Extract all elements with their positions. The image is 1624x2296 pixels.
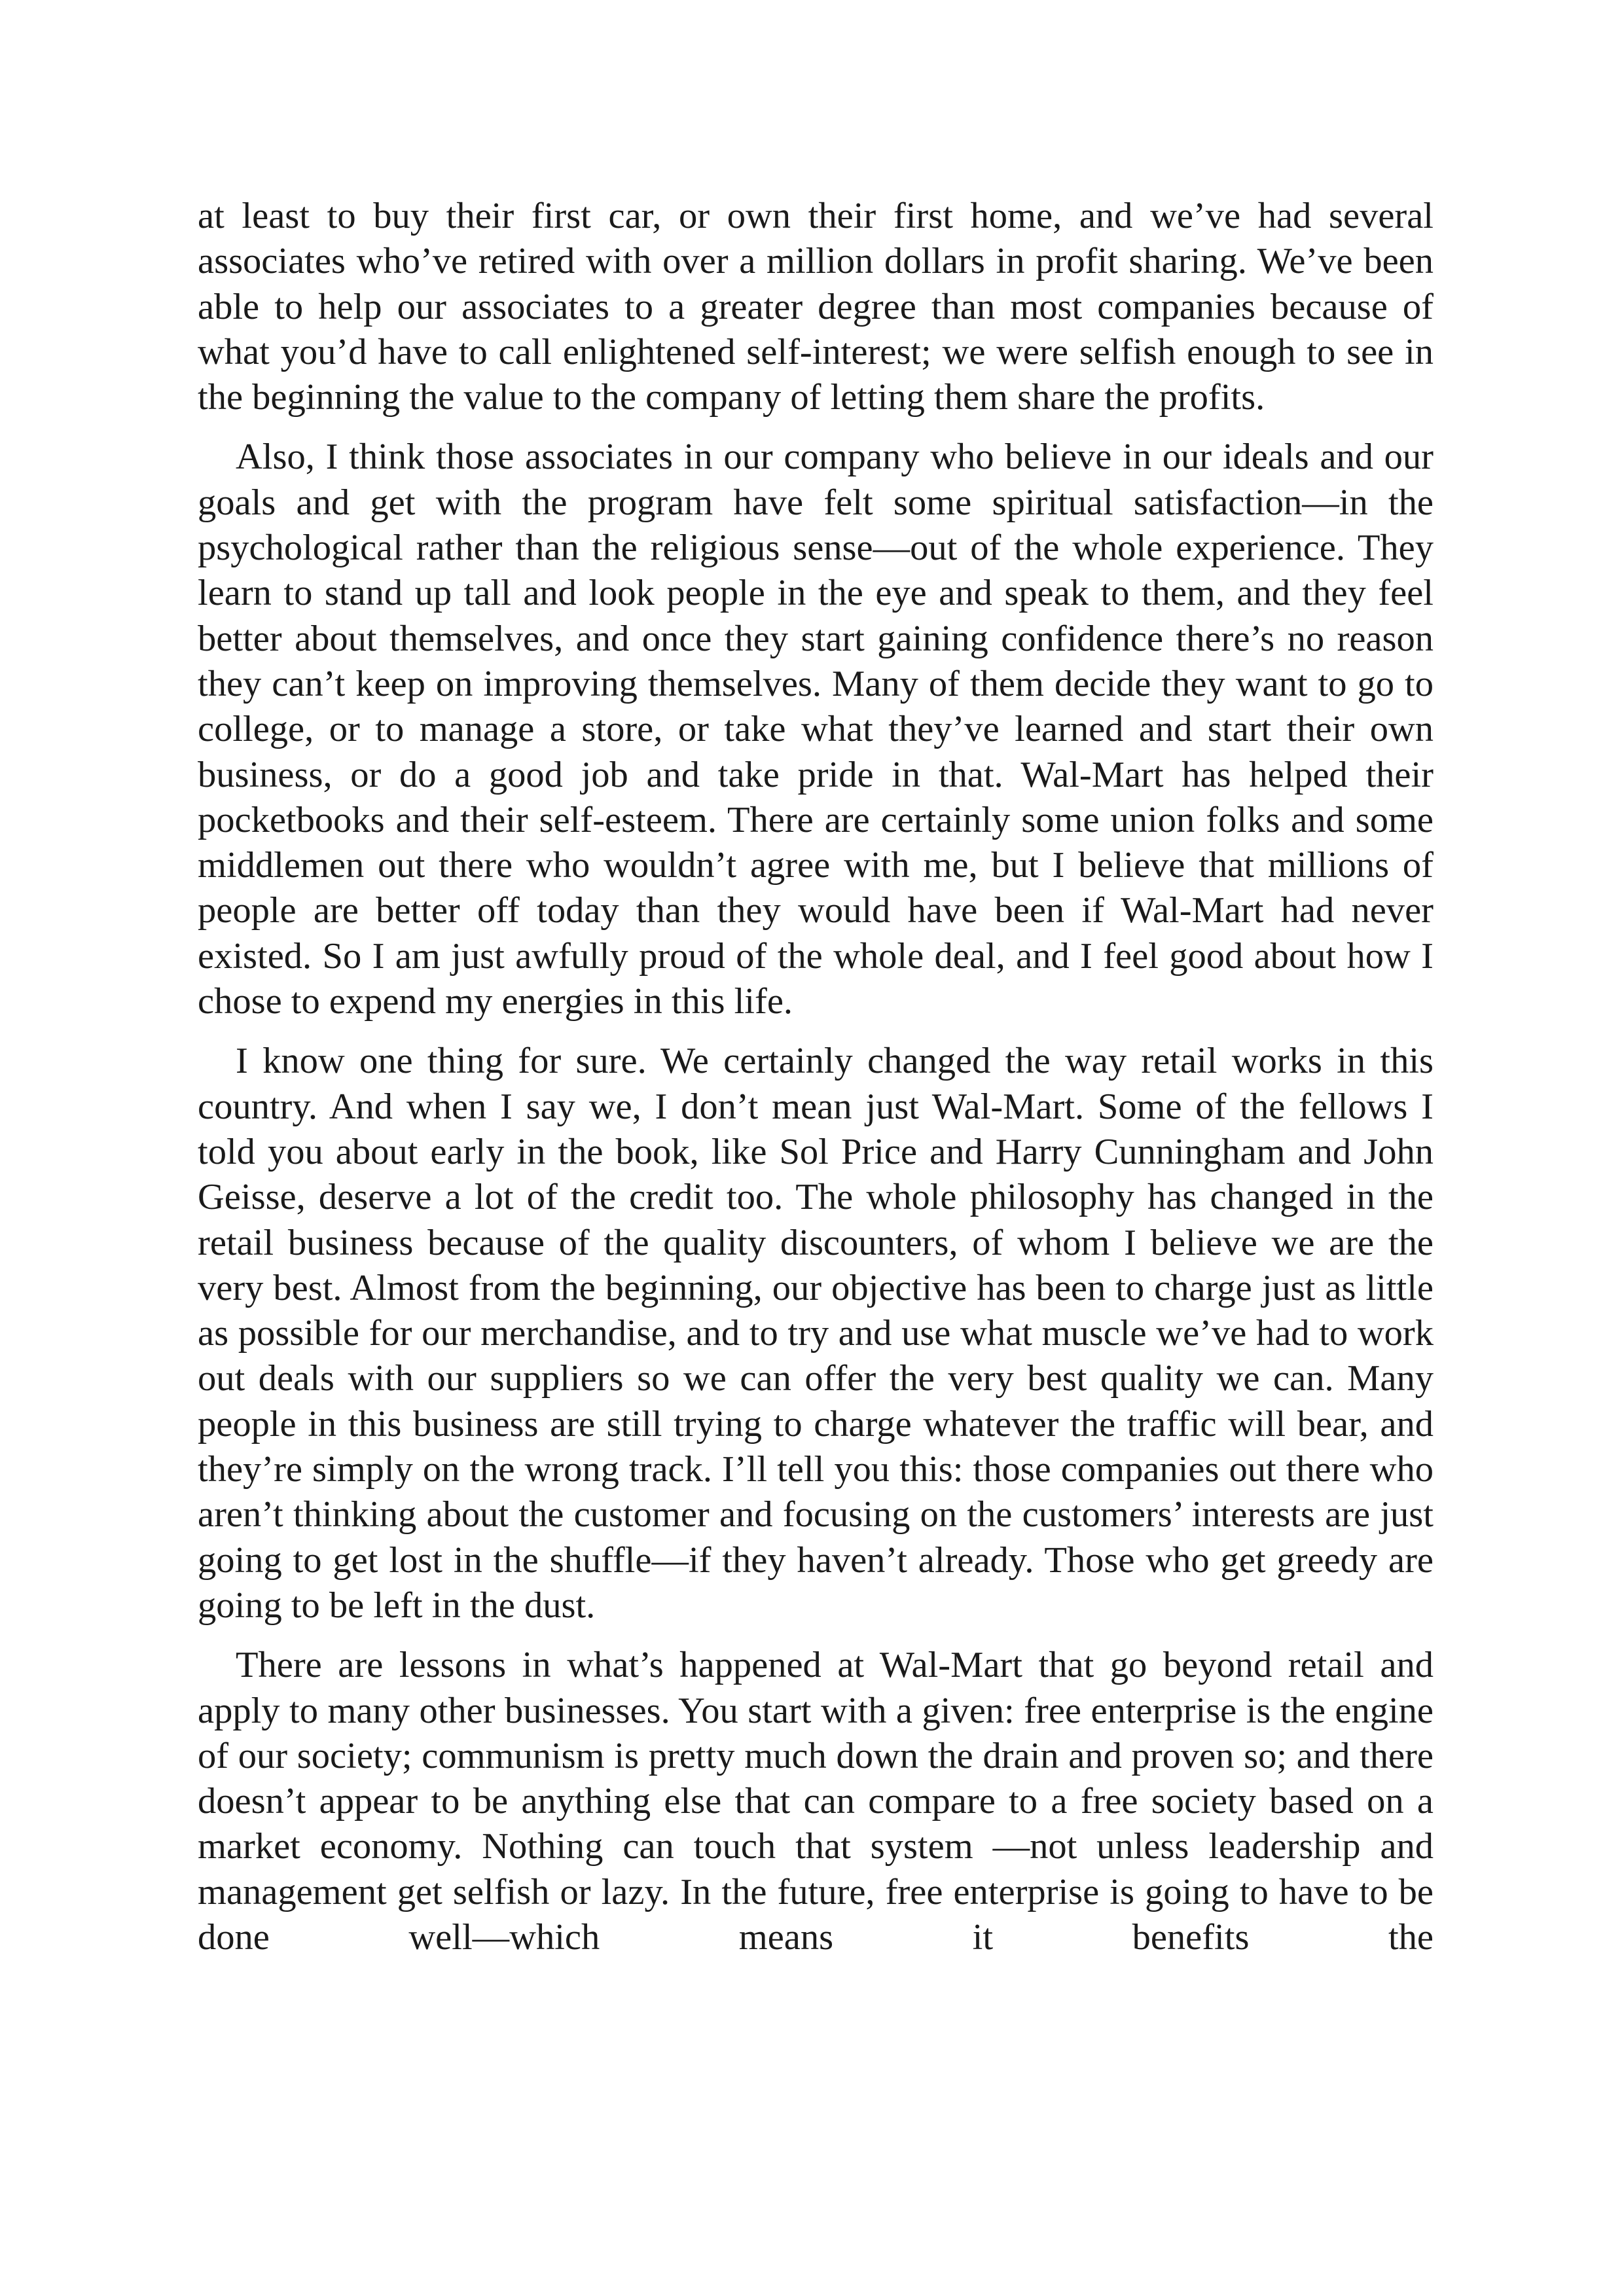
paragraph-1: at least to buy their first car, or own their first home, and we’ve had several associates who’ve retired with over a million dollars in profit sharing. We’ve been able to help our associates to a greater degree than most companies because of what you’d have to call enlightened self-interest; we were selfish enough to see in the beginning the value to the company of letting them share the profits.	[198, 196, 1434, 418]
paragraph-3: I know one thing for sure. We certainly changed the way retail works in this country. And when I say we, I don’t mean just Wal-Mart. Some of the fellows I told you about early in the book, like Sol Price and Harry Cunningham and John Geisse, deserve a lot of the credit too. The whole philosophy has changed in the retail business because of the quality discounters, of whom I believe we are the very best. Almost from the beginning, our objective has been to charge just as little as possible for our merchandise, and to try and use what muscle we’ve had to work out deals with our suppliers so we can offer the very best quality we can. Many people in this business are still trying to charge whatever the traffic will bear, and they’re simply on the wrong track. I’ll tell you this: those companies out there who aren’t thinking about the customer and focusing on the customers’ interests are just going to get lost in the shuffle—if they haven’t already. Those who get greedy are going to be left in the dust.	[198, 1041, 1434, 1626]
paragraph-2: Also, I think those associates in our company who believe in our ideals and our goals and get with the program have felt some spiritual satisfaction—in the psychological rather than the religious sense—out of the whole experience. They learn to stand up tall and look people in the eye and speak to them, and they feel better about themselves, and once they start gaining confidence there’s no reason they can’t keep on improving themselves. Many of them decide they want to go to college, or to manage a store, or take what they’ve learned and start their own business, or do a good job and take pride in that. Wal-Mart has helped their pocketbooks and their self-esteem. There are certainly some union folks and some middlemen out there who wouldn’t agree with me, but I believe that millions of people are better off today than they would have been if Wal-Mart had never existed. So I am just awfully proud of the whole deal, and I feel good about how I chose to expend my energies in this life.	[198, 437, 1434, 1022]
body-text	[198, 194, 1434, 1975]
paragraph-4: There are lessons in what’s happened at Wal-Mart that go beyond retail and apply to many other businesses. You start with a given: free enterprise is the engine of our society; communism is pretty much down the drain and proven so; and there doesn’t appear to be anything else that can compare to a free society based on a market economy. Nothing can touch that system —not unless leadership and management get selfish or lazy. In the future, free enterprise is going to have to be done well—which means it benefits the	[198, 1645, 1434, 1958]
